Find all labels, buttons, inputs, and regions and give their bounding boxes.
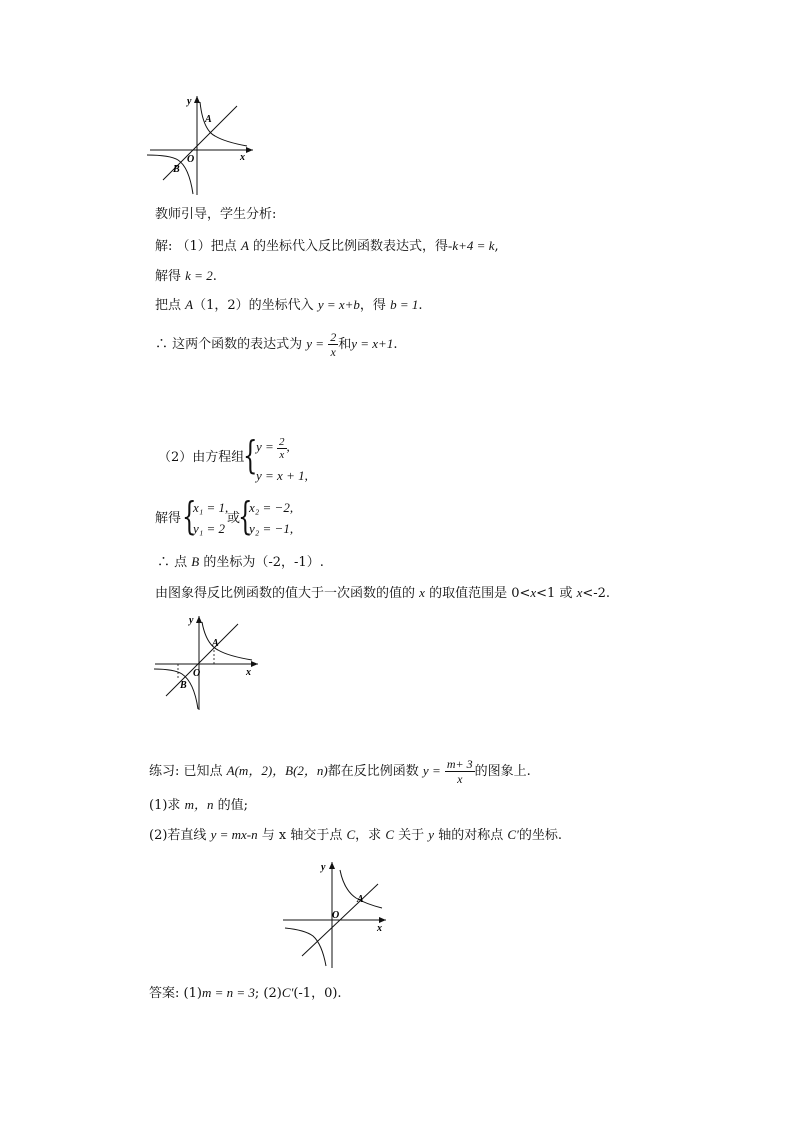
question-2: (2)若直线 y = mx-n 与 x 轴交于点 C，求 C 关于 y 轴的对称点 C′的坐标. [149, 827, 563, 843]
fig1-x-label: x [240, 152, 245, 163]
left-brace-3: { [238, 494, 253, 538]
system-row-1: y = $\frac{2}{x}$ , [256, 435, 290, 461]
system-prefix: （2）由方程组 [158, 450, 245, 465]
answer-line: 答案: (1)m = n = 3; (2)C′(-1，0). [149, 985, 342, 1001]
fig3-point-a-label: A [357, 894, 364, 905]
figure-3-graph [280, 858, 390, 970]
exercise-line: 练习: 已知点 A(m，2)，B(2，n)都在反比例函数 y = $\frac{m+ 3}{x}$ 的图象上. [149, 757, 531, 786]
question-1: (1)求 m，n 的值; [149, 797, 248, 813]
fraction-2-over-x: $\frac{2}{x}$ [330, 330, 337, 359]
figure-1-graph [145, 92, 260, 198]
intro-line: 教师引导，学生分析: [155, 207, 277, 222]
solution-step-5: ∴ 点 B 的坐标为（-2，-1）. [157, 554, 324, 570]
solution-x1: x₁ = 1, [193, 500, 229, 515]
system-row-2: y = x + 1, [256, 468, 308, 483]
left-brace-1: { [243, 433, 258, 477]
figure-2-graph [152, 612, 262, 712]
fig2-x-label: x [246, 667, 251, 678]
fig1-origin-label: O [187, 154, 195, 165]
solution-y1: y₁ = 2 [193, 521, 226, 536]
left-brace-2: { [182, 494, 197, 538]
fig3-origin-label: O [332, 910, 340, 921]
fig1-point-a-label: A [205, 114, 212, 125]
fraction-m-plus-3-over-x: $\frac{m+ 3}{x}$ [446, 757, 473, 786]
solutions-prefix: 解得 [155, 511, 182, 526]
fig3-y-label: y [321, 862, 326, 873]
fig3-x-label: x [377, 923, 382, 934]
solution-step-3: 把点 A（1，2）的坐标代入 y = x+b，得 b = 1. [155, 297, 423, 313]
solution-y2: y₂ = −1, [249, 521, 294, 536]
solution-step-4: ∴ 这两个函数的表达式为 y = $\frac{2}{x}$ 和y = x+1. [155, 330, 398, 359]
solution-step-2: 解得 k = 2. [155, 268, 217, 284]
fig1-y-label: y [187, 96, 192, 107]
solution-x2: x₂ = −2, [249, 500, 294, 515]
fraction-2-over-x-system: $\frac{2}{x}$ [279, 435, 285, 461]
fig2-origin-label: O [193, 668, 201, 679]
fig2-point-b-label: B [180, 680, 187, 691]
fig2-y-label: y [189, 615, 194, 626]
fig1-point-b-label: B [173, 164, 180, 175]
fig2-point-a-label: A [212, 638, 219, 649]
solution-step-6: 由图象得反比例函数的值大于一次函数的值的 x 的取值范围是 0<x<1 或 x<-2. [155, 585, 611, 601]
solution-step-1: 解: （1）把点 A 的坐标代入反比例函数表达式，得-k+4 = k, [155, 238, 499, 254]
or-word: 或 [227, 511, 241, 526]
